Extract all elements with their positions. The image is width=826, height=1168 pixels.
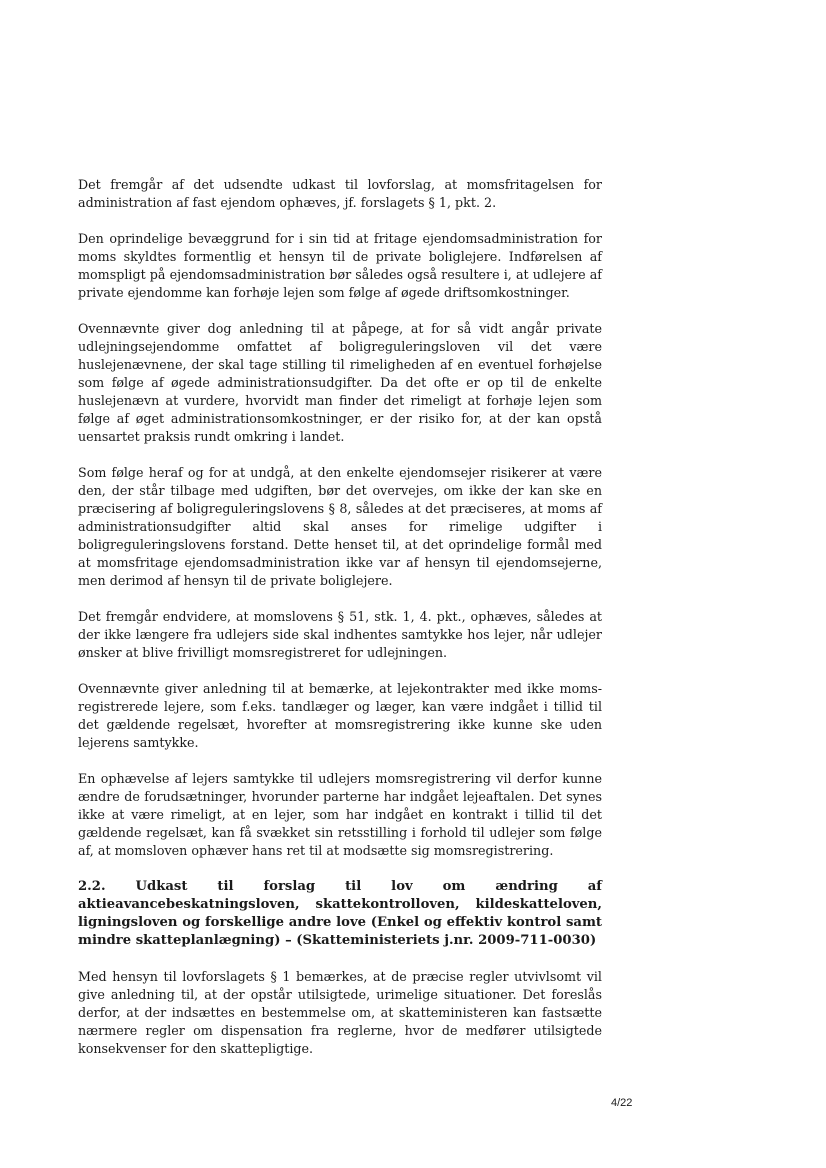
page-number: 4/22 — [611, 1097, 633, 1109]
paragraph-boligreguleringslov: Som følge heraf og for at undgå, at den enkelte ejendomsejer risikerer at være den, der står tilbage med udgiften, bør det overvejes, om ikke der kan ske en præcisering af boligreguleringslovens § 8, således at det præciseres, at moms af administrationsudgifter altid skal anses for rimelige udgifter i boligreguleringslovens forstand. Dette henset til, at det oprindelige formål med at momsfritage ejendomsadministration ikke var af hensyn til ejendomsejerne, men derimod af hensyn til de private boliglejere. — [78, 465, 602, 588]
paragraph-momslovens-51: Det fremgår endvidere, at momslovens § 51, stk. 1, 4. pkt., ophæves, således at der ikke længere fra udlejers side skal indhentes samtykke hos lejer, når udlejer ønsker at blive frivilligt momsregistreret for udlejningen. — [78, 609, 602, 660]
section-heading-2-2: 2.2. Udkast til forslag til lov om ændring af aktieavancebeskatningsloven, skattekontrolloven, kildeskatteloven, ligningsloven og forskellige andre love (Enkel og effektiv kontrol samt mindre skatteplanlægning) – (Skatteministeriets j.nr. 2009-711-0030) — [78, 879, 602, 948]
paragraph-bevaeggrund: Den oprindelige bevæggrund for i sin tid at fritage ejendomsadministration for moms skyldtes formentlig et hensyn til de private boliglejere. Indførelsen af momspligt på ejendomsadministration bør således også resultere i, at udlejere af private ejendomme kan forhøje lejen som følge af øgede driftsomkostninger. — [78, 231, 602, 300]
paragraph-lovforslag-1: Med hensyn til lovforslagets § 1 bemærkes, at de præcise regler utvivlsomt vil give anledning til, at der opstår utilsigtede, urimelige situationer. Det foreslås derfor, at der indsættes en bestemmelse om, at skatteministeren kan fastsætte nærmere regler om dispensation fra reglerne, hvor de medfører utilsigtede konsekvenser for den skattepligtige. — [78, 969, 602, 1056]
paragraph-ophaevelse: En ophævelse af lejers samtykke til udlejers momsregistrering vil derfor kunne ændre de forudsætninger, hvorunder parterne har indgået lejeaftalen. Det synes ikke at være rimeligt, at en lejer, som har indgået en kontrakt i tillid til det gældende regelsæt, kan få svækket sin retsstilling i forhold til udlejer som følge af, at momsloven ophæver hans ret til at modsætte sig momsregistrering. — [78, 771, 602, 858]
paragraph-huslejenaevn: Ovennævnte giver dog anledning til at påpege, at for så vidt angår private udlejningsejendomme omfattet af boligreguleringsloven vil det være huslejenævnene, der skal tage stilling til rimeligheden af en eventuel forhøjelse som følge af øgede administrationsudgifter. Da det ofte er op til de enkelte huslejenævn at vurdere, hvorvidt man finder det rimeligt at forhøje lejen som følge af øget administrationsomkostninger, er der risiko for, at der kan opstå uensartet praksis rundt omkring i landet. — [78, 321, 602, 444]
paragraph-momsfritagelse: Det fremgår af det udsendte udkast til lovforslag, at momsfritagelsen for administration af fast ejendom ophæves, jf. forslagets § 1, pkt. 2. — [78, 177, 602, 210]
paragraph-lejekontrakter: Ovennævnte giver anledning til at bemærke, at lejekontrakter med ikke moms-registrerede lejere, som f.eks. tandlæger og læger, kan være indgået i tillid til det gældende regelsæt, hvorefter at momsregistrering ikke kunne ske uden lejerens samtykke. — [78, 681, 602, 750]
document-body — [78, 176, 602, 1076]
